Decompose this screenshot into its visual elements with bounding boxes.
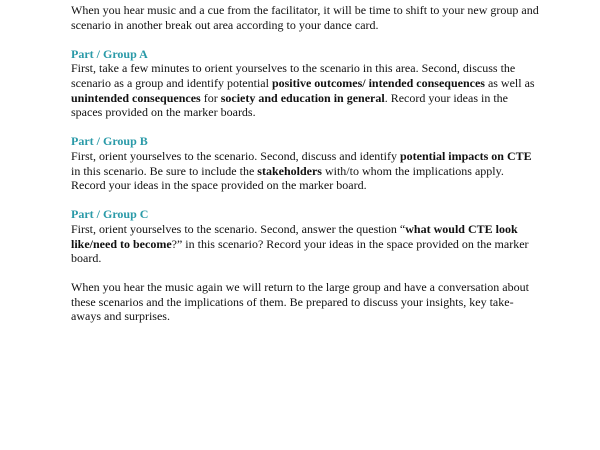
group-a-text-3: for xyxy=(200,90,221,105)
closing-text: When you hear the music again we will return to the large group and have a conversation about these scenarios and the implications of them. Be prepared to discuss your insights, key take-aways and surprises. xyxy=(71,280,529,324)
closing-paragraph xyxy=(71,280,541,324)
group-c-text-2: ?” in this scenario? Record your ideas in the space provided on the marker board. xyxy=(71,236,529,266)
intro-text: When you hear music and a cue from the facilitator, it will be time to shift to your new group and scenario in another break out area according to your dance card. xyxy=(71,3,539,32)
group-a-bold-outcomes: positive outcomes/ intended consequences xyxy=(271,75,485,90)
group-c-heading: Part / Group C xyxy=(71,207,149,222)
group-b-bold-impacts: potential impacts on CTE xyxy=(399,148,532,163)
group-b-heading: Part / Group B xyxy=(71,134,148,149)
group-a-text-2: as well as xyxy=(484,75,535,90)
group-b-text-1: First, orient yourselves to the scenario. Second, discuss and identify xyxy=(71,148,400,163)
group-c-section xyxy=(71,207,541,265)
group-b-section xyxy=(71,134,541,192)
group-a-bold-society: society and education in general xyxy=(220,90,385,105)
group-b-bold-stakeholders: stakeholders xyxy=(257,163,322,178)
group-a-text-4: . Record your ideas in the spaces provided on the marker boards. xyxy=(71,90,509,120)
group-b-text-3: with/to whom the implications apply. Record your ideas in the space provided on the marker board. xyxy=(71,163,504,193)
group-a-bold-unintended: unintended consequences xyxy=(71,90,201,105)
group-b-text-2: in this scenario. Be sure to include the xyxy=(71,163,258,178)
group-a-text-1: First, take a few minutes to orient yourselves to the scenario in this area. Second, discuss the scenario as a group and identify potential xyxy=(71,61,516,90)
group-a-section xyxy=(71,47,541,120)
group-c-bold-question: what would CTE look like/need to become xyxy=(71,221,518,251)
group-c-text-1: First, orient yourselves to the scenario. Second, answer the question “ xyxy=(71,221,406,236)
group-a-heading: Part / Group A xyxy=(71,46,148,61)
document-body xyxy=(71,3,541,339)
intro-paragraph xyxy=(71,3,541,32)
